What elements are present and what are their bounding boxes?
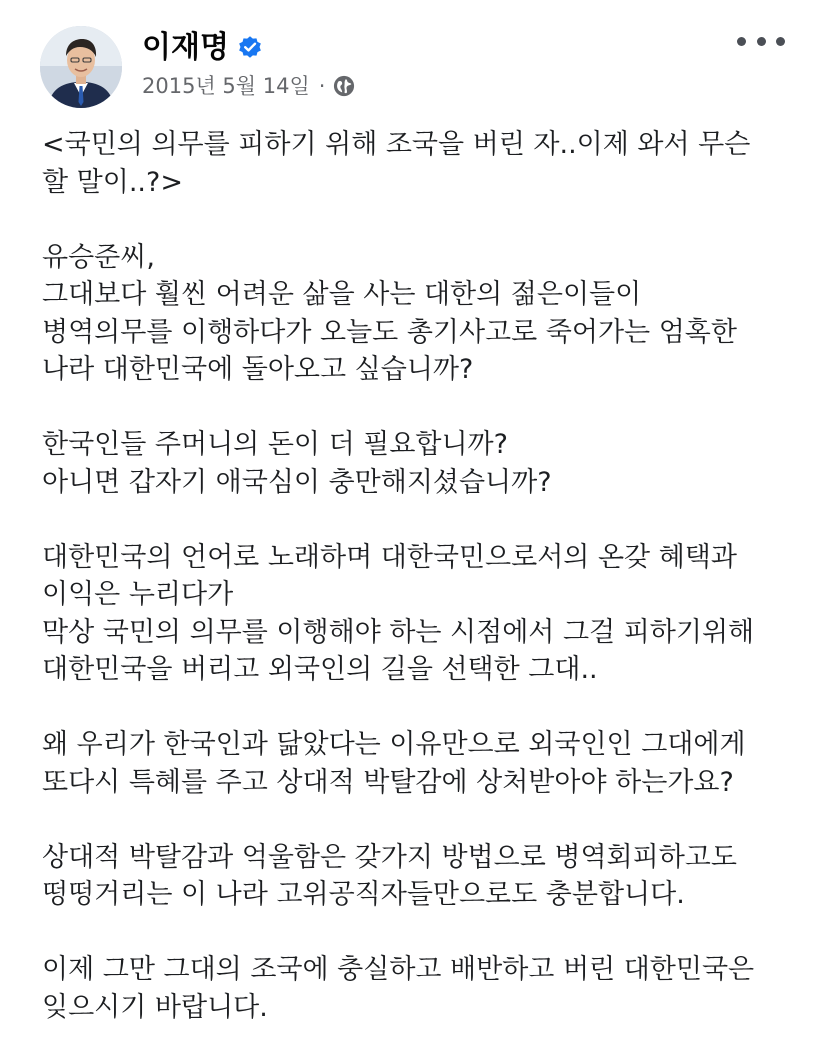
post-body bbox=[42, 126, 799, 1026]
globe-icon bbox=[333, 75, 355, 97]
post-paragraph bbox=[42, 839, 799, 914]
post-paragraph bbox=[42, 126, 799, 201]
post-text-line: 그대보다 훨씬 어려운 삶을 사는 대한의 젊은이들이 bbox=[42, 279, 642, 310]
post-meta bbox=[142, 72, 355, 100]
meta-separator: · bbox=[318, 74, 326, 98]
avatar[interactable] bbox=[40, 26, 122, 108]
post-header bbox=[40, 26, 799, 110]
post-text-line: 이익은 누리다가 bbox=[42, 579, 234, 610]
post-paragraph bbox=[42, 239, 799, 389]
post-text-line: 상대적 박탈감과 억울함은 갖가지 방법으로 병역회피하고도 bbox=[42, 841, 737, 873]
post-text-line: 나라 대한민국에 돌아오고 싶습니까? bbox=[42, 354, 474, 385]
more-options-icon bbox=[776, 37, 785, 46]
post-text-line: 떵떵거리는 이 나라 고위공직자들만으로도 충분합니다. bbox=[42, 879, 685, 910]
verified-badge-icon bbox=[237, 34, 263, 60]
post-paragraph bbox=[42, 539, 799, 689]
post-text-line: 대한민국을 버리고 외국인의 길을 선택한 그대.. bbox=[42, 654, 598, 685]
post-text-line: 유승준씨, bbox=[42, 241, 155, 273]
post-text-line: 대한민국의 언어로 노래하며 대한국민으로서의 온갖 혜택과 bbox=[42, 541, 737, 573]
post-text-line: <국민의 의무를 피하기 위해 조국을 버린 자..이제 와서 무슨 bbox=[42, 129, 751, 160]
post-text-line: 병역의무를 이행하다가 오늘도 총기사고로 죽어가는 엄혹한 bbox=[42, 316, 737, 348]
more-options-icon bbox=[757, 37, 766, 46]
post-paragraph bbox=[42, 426, 799, 501]
post-date[interactable]: 2015년 5월 14일 bbox=[142, 74, 310, 98]
post-text-line: 막상 국민의 의무를 이행해야 하는 시점에서 그걸 피하기위해 bbox=[42, 616, 755, 648]
post-paragraph bbox=[42, 726, 799, 801]
post-text-line: 한국인들 주머니의 돈이 더 필요합니까? bbox=[42, 429, 508, 460]
author-name[interactable]: 이재명 bbox=[142, 30, 229, 65]
post-text-line: 잊으시기 바랍니다. bbox=[42, 991, 268, 1023]
post-text-line: 왜 우리가 한국인과 닮았다는 이유만으로 외국인인 그대에게 bbox=[42, 729, 746, 760]
more-options-icon bbox=[737, 37, 746, 46]
post-text-line: 할 말이..?> bbox=[42, 166, 183, 198]
more-options-button[interactable] bbox=[737, 26, 785, 56]
post-paragraph bbox=[42, 951, 799, 1026]
post-text-line: 아니면 갑자기 애국심이 충만해지셨습니까? bbox=[42, 466, 552, 498]
profile-photo bbox=[40, 26, 122, 108]
post-text-line: 이제 그만 그대의 조국에 충실하고 배반하고 버린 대한민국은 bbox=[42, 954, 755, 985]
post-text-line: 또다시 특혜를 주고 상대적 박탈감에 상처받아야 하는가요? bbox=[42, 766, 734, 798]
